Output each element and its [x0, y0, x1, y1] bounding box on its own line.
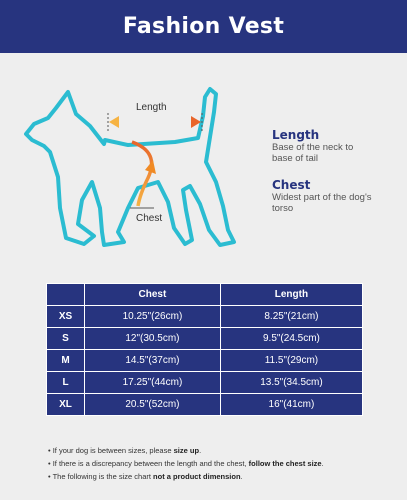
length-cell: 13.5"(34.5cm) — [220, 372, 362, 394]
table-header-chest: Chest — [85, 284, 221, 306]
length-cell: 11.5"(29cm) — [220, 350, 362, 372]
chest-cell: 10.25"(26cm) — [85, 306, 221, 328]
size-cell: L — [47, 372, 85, 394]
legend-length-title: Length — [272, 128, 320, 142]
length-cell: 8.25"(21cm) — [220, 306, 362, 328]
legend-chest-desc: Widest part of the dog's torso — [272, 192, 372, 214]
size-cell: M — [47, 350, 85, 372]
size-cell: XL — [47, 394, 85, 416]
length-diagram-label: Length — [136, 102, 167, 113]
table-header-length: Length — [220, 284, 362, 306]
table-header-size — [47, 284, 85, 306]
size-chart-table — [46, 283, 363, 416]
note-item: • The following is the size chart not a product dimension. — [48, 472, 243, 481]
legend-length-desc: Base of the neck to base of tail — [272, 142, 354, 164]
legend-chest — [272, 178, 372, 214]
length-cell: 16"(41cm) — [220, 394, 362, 416]
dog-outline — [26, 89, 234, 245]
table-row — [47, 372, 363, 394]
table-row — [47, 328, 363, 350]
legend-length — [272, 128, 372, 164]
table-row — [47, 306, 363, 328]
chest-diagram-label: Chest — [136, 213, 163, 224]
legend-chest-title: Chest — [272, 178, 311, 192]
length-cell: 9.5"(24.5cm) — [220, 328, 362, 350]
table-row — [47, 350, 363, 372]
chest-cell: 14.5"(37cm) — [85, 350, 221, 372]
table-row — [47, 394, 363, 416]
chest-cell: 12"(30.5cm) — [85, 328, 221, 350]
title-banner — [0, 0, 407, 53]
table-header-row — [47, 284, 363, 306]
page-title: Fashion Vest — [122, 14, 285, 39]
chest-cell: 17.25"(44cm) — [85, 372, 221, 394]
note-item: • If there is a discrepancy between the length and the chest, follow the chest size. — [48, 459, 324, 468]
sizing-notes — [48, 444, 324, 483]
chest-cell: 20.5"(52cm) — [85, 394, 221, 416]
note-item: • If your dog is between sizes, please size up. — [48, 446, 202, 455]
size-cell: S — [47, 328, 85, 350]
size-cell: XS — [47, 306, 85, 328]
